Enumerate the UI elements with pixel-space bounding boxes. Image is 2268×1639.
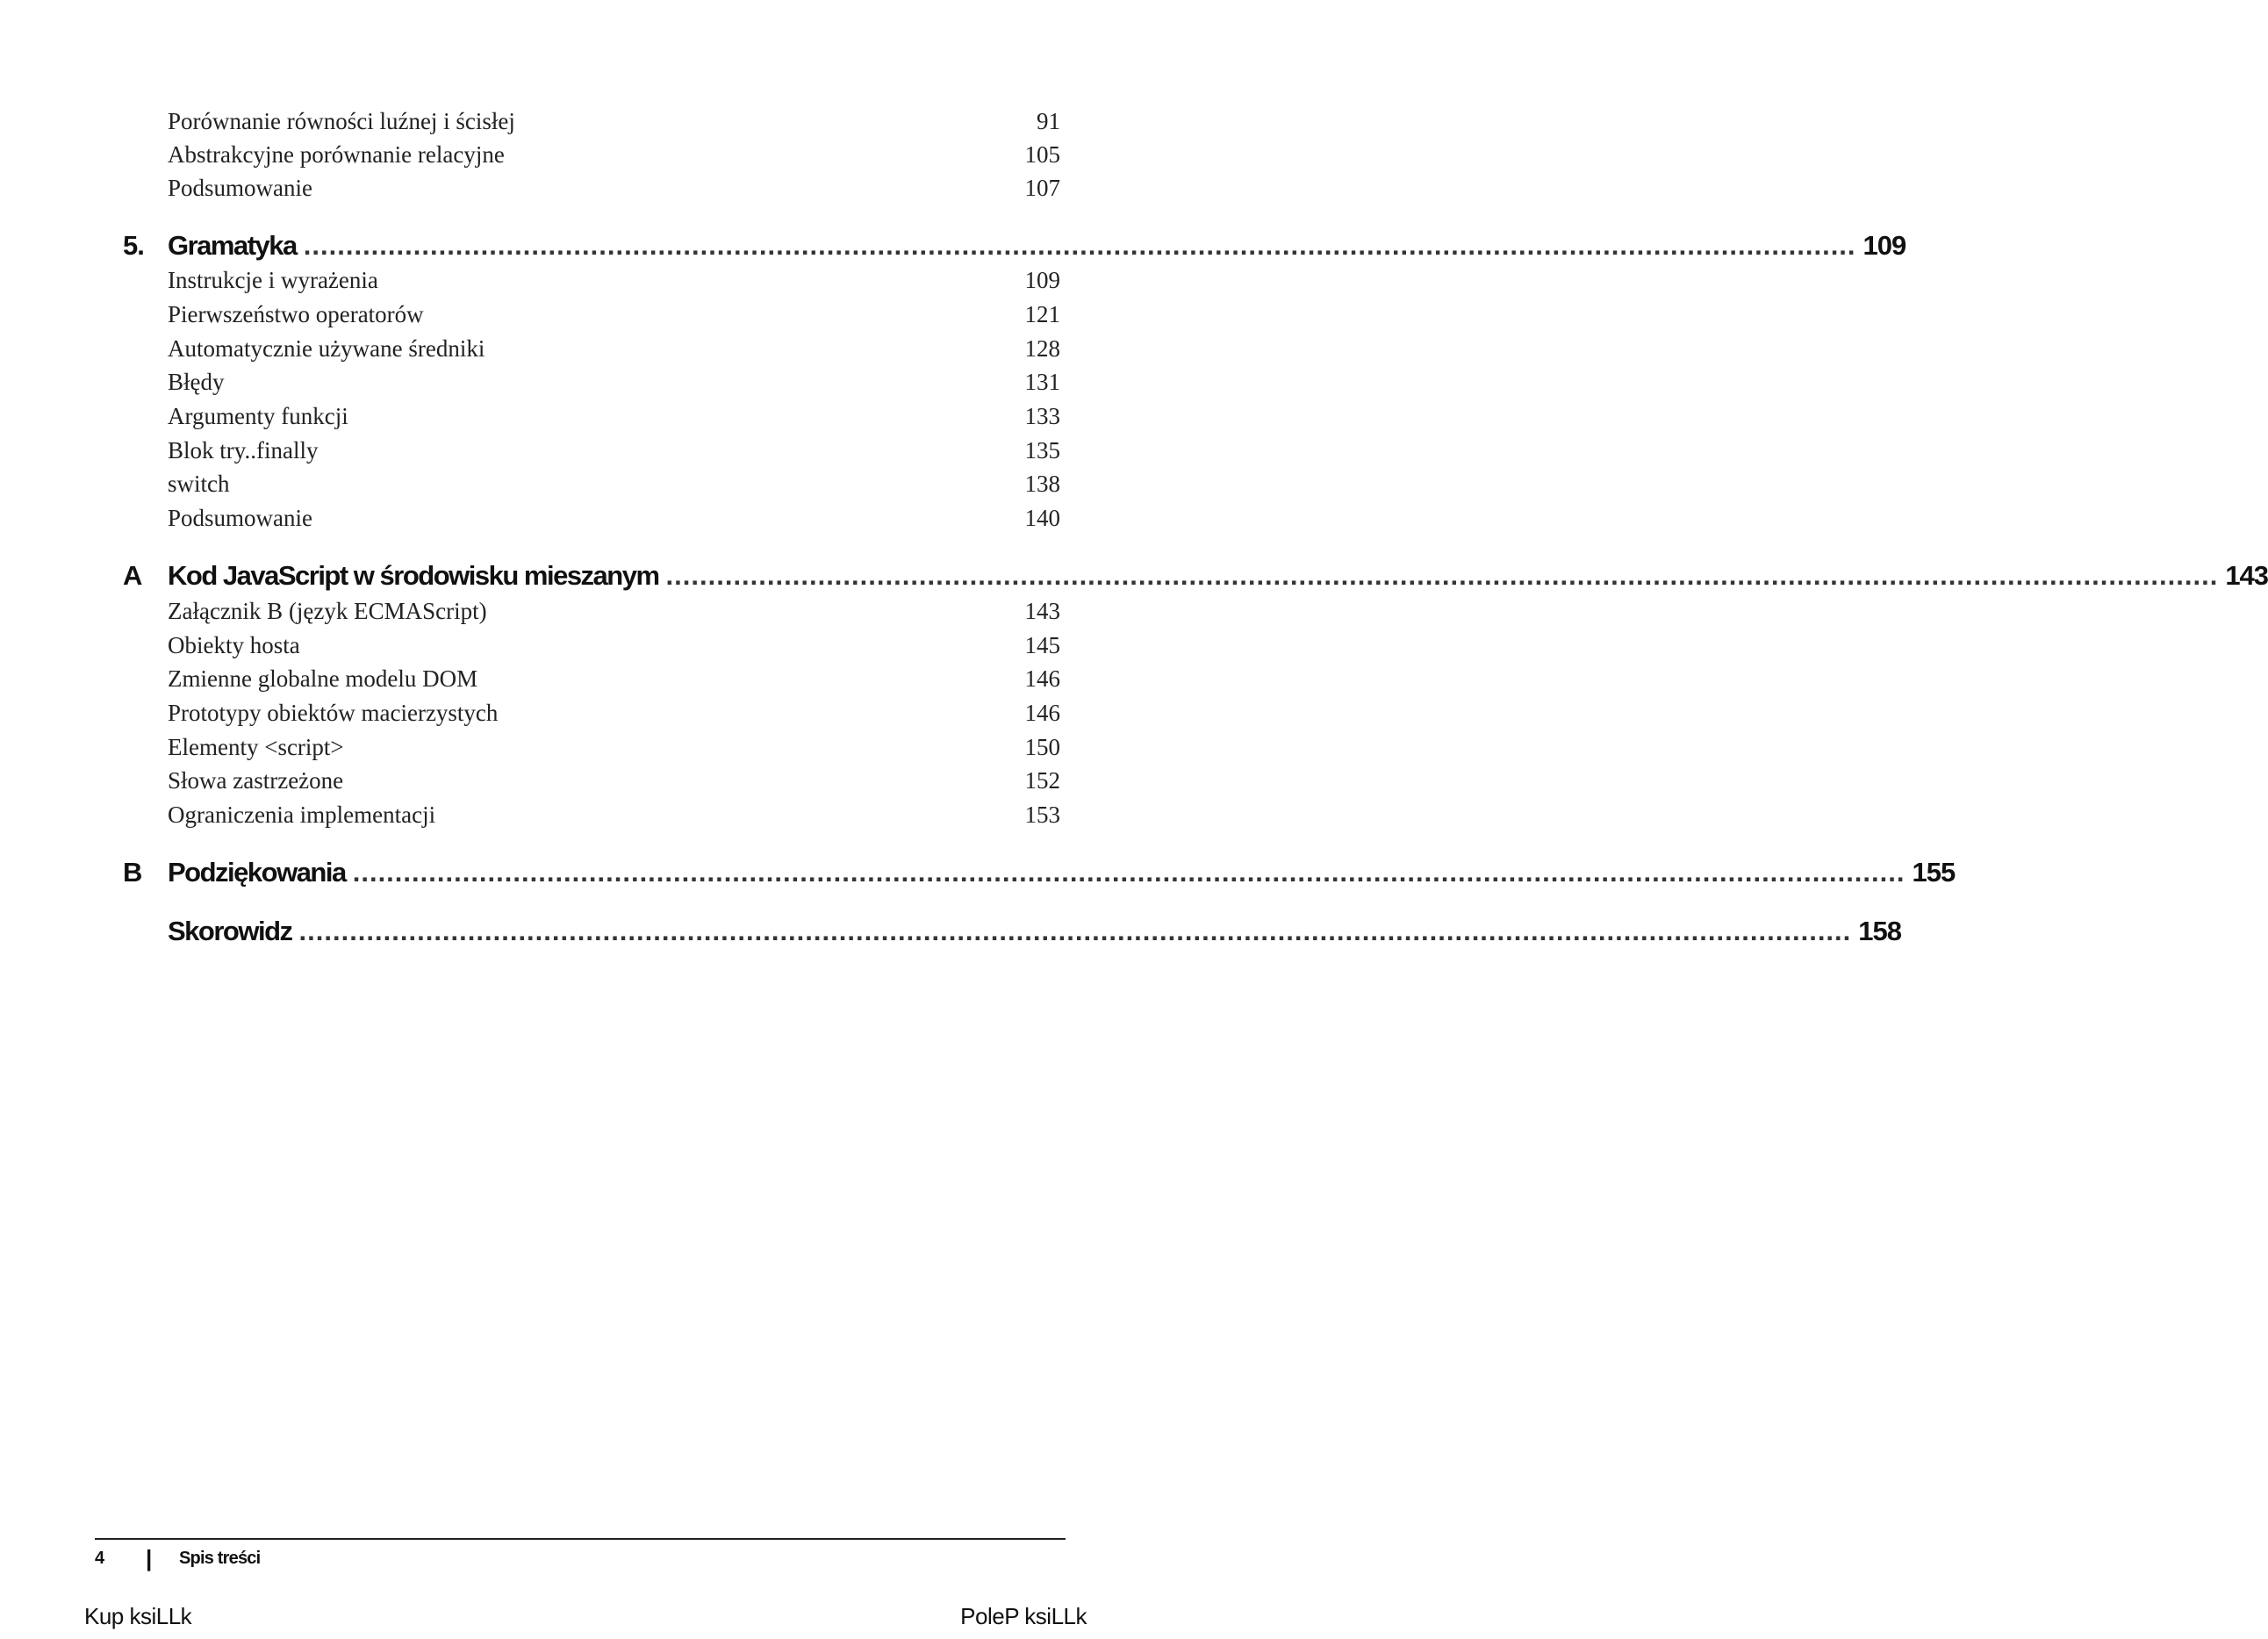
buy-book-link[interactable]: Kup ksiLLk — [84, 1603, 192, 1629]
toc-entry[interactable] — [168, 332, 1060, 365]
toc-entry-page: 107 — [1024, 174, 1060, 201]
toc-entry-title: Prototypy obiektów macierzystych — [168, 699, 499, 726]
toc-entry-page: 121 — [1024, 300, 1060, 327]
footer-separator: | — [146, 1544, 152, 1571]
toc-entry-title: Obiekty hosta — [168, 631, 300, 658]
chapter-title: Skorowidz — [168, 916, 292, 946]
chapter-number: B — [123, 857, 142, 888]
dot-leader: ........................................................................................................................................................................................ — [303, 230, 1856, 261]
chapter-page: 155 — [1912, 857, 1956, 888]
toc-entry-page: 145 — [1024, 631, 1060, 658]
toc-entry-title: Błędy — [168, 368, 225, 395]
toc-entry[interactable] — [168, 629, 1060, 662]
toc-entry-page: 135 — [1024, 436, 1060, 464]
toc-entry[interactable] — [168, 104, 1060, 138]
toc-entry-page: 153 — [1024, 801, 1060, 828]
toc-entry-page: 133 — [1024, 402, 1060, 429]
toc-entry-page: 105 — [1024, 140, 1060, 168]
toc-entry-page: 91 — [1037, 107, 1060, 134]
toc-entry-title: Blok try..finally — [168, 436, 319, 464]
toc-entry-page: 128 — [1024, 334, 1060, 362]
toc-entry[interactable] — [168, 798, 1060, 831]
chapter-title: Kod JavaScript w środowisku mieszanym — [168, 560, 659, 591]
toc-entry-title: Porównanie równości luźnej i ścisłej — [168, 107, 515, 134]
toc-entry-title: switch — [168, 470, 230, 497]
toc-entry[interactable] — [168, 298, 1060, 331]
toc-entry-page: 152 — [1024, 766, 1060, 794]
toc-entry-title: Podsumowanie — [168, 174, 312, 201]
toc-chapter[interactable] — [123, 226, 1906, 266]
toc-entry-title: Argumenty funkcji — [168, 402, 348, 429]
toc-entry-title: Załącznik B (język ECMAScript) — [168, 597, 487, 624]
toc-chapter[interactable] — [123, 911, 1902, 952]
toc-entry-title: Abstrakcyjne porównanie relacyjne — [168, 140, 505, 168]
toc-entry-page: 138 — [1024, 470, 1060, 497]
footer-rule — [95, 1538, 1066, 1540]
footer-page-number: 4 — [95, 1548, 104, 1568]
toc-entry-page: 140 — [1024, 504, 1060, 531]
toc-entry-page: 146 — [1024, 665, 1060, 692]
toc-entry[interactable] — [168, 594, 1060, 628]
footer-section-title: Spis treści — [179, 1548, 261, 1568]
dot-leader: ........................................................................................................................................................................................ — [352, 857, 1906, 888]
toc-entry-title: Elementy <script> — [168, 733, 344, 760]
dot-leader: ........................................................................................................................................................................................ — [665, 560, 2219, 591]
chapter-title: Podziękowania — [168, 857, 346, 888]
toc-entry[interactable] — [168, 501, 1060, 535]
toc-entry-title: Instrukcje i wyrażenia — [168, 266, 378, 293]
recommend-book-link[interactable]: PoleP ksiLLk — [960, 1603, 1087, 1629]
toc-entry[interactable] — [168, 764, 1060, 797]
toc-chapter[interactable] — [123, 556, 2268, 596]
toc-chapter[interactable] — [123, 852, 1956, 893]
toc-entry-title: Zmienne globalne modelu DOM — [168, 665, 478, 692]
toc-entry[interactable] — [168, 434, 1060, 467]
toc-entry[interactable] — [168, 171, 1060, 205]
running-footer — [95, 1545, 260, 1571]
toc-entry[interactable] — [168, 365, 1060, 399]
toc-entry-page: 143 — [1024, 597, 1060, 624]
toc-entry-page: 109 — [1024, 266, 1060, 293]
toc-entry-title: Ograniczenia implementacji — [168, 801, 436, 828]
toc-entry[interactable] — [168, 467, 1060, 500]
chapter-number: A — [123, 560, 142, 591]
toc-entry[interactable] — [168, 730, 1060, 764]
toc-entry-page: 150 — [1024, 733, 1060, 760]
toc-entry-title: Automatycznie używane średniki — [168, 334, 485, 362]
toc-entry[interactable] — [168, 696, 1060, 730]
chapter-title: Gramatyka — [168, 230, 297, 261]
toc-entry[interactable] — [168, 399, 1060, 433]
toc-entry-title: Podsumowanie — [168, 504, 312, 531]
toc-entry-page: 146 — [1024, 699, 1060, 726]
chapter-page: 109 — [1862, 230, 1906, 261]
dot-leader: ........................................................................................................................................................................................ — [298, 916, 1852, 946]
toc-entry-title: Słowa zastrzeżone — [168, 766, 344, 794]
chapter-number: 5. — [123, 230, 144, 261]
toc-entry[interactable] — [168, 662, 1060, 695]
toc-entry[interactable] — [168, 263, 1060, 297]
toc-entry-page: 131 — [1024, 368, 1060, 395]
chapter-page: 158 — [1858, 916, 1902, 946]
toc-entry[interactable] — [168, 138, 1060, 171]
toc-entry-title: Pierwszeństwo operatorów — [168, 300, 424, 327]
chapter-page: 143 — [2225, 560, 2268, 591]
